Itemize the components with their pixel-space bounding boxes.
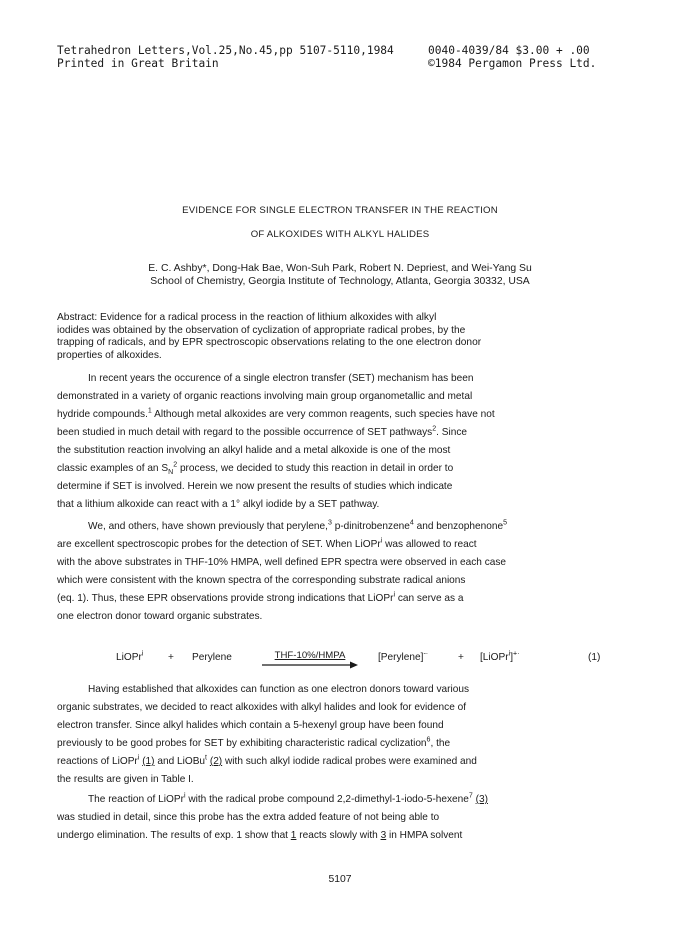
text-line: previously to be good probes for SET by exhibiting characteristic radical cyclization$^6$, the — [57, 736, 451, 749]
abstract — [57, 312, 627, 362]
paragraph-1 — [57, 370, 629, 514]
author-affiliation: School of Chemistry, Georgia Institute of Technology, Atlanta, Georgia 30332, USA — [150, 276, 530, 287]
arrow-icon — [262, 661, 358, 669]
equation-plus-1: + — [168, 652, 174, 663]
article-title-line-2: OF ALKOXIDES WITH ALKYL HALIDES — [250, 229, 430, 240]
printed-location: Printed in Great Britain — [57, 57, 219, 70]
reaction-arrow — [262, 650, 358, 669]
text-line: classic examples of an $S_N^2$ process, we decided to study this reaction in detail in order to — [57, 461, 454, 477]
citation-marker: 2 — [432, 425, 437, 433]
text-line: determine if SET is involved. Herein we now present the results of studies which indicate — [57, 481, 453, 492]
text-line: the substitution reaction involving an alkyl halide and a metal alkoxide is one of the most — [57, 445, 451, 456]
text-line: are excellent spectroscopic probes for the detection of SET. When LiOPr$^i$ was allowed to react — [57, 537, 477, 550]
compound-ref: (1) — [142, 756, 155, 767]
text-line: was studied in detail, since this probe has the extra added feature of not being able to — [57, 812, 440, 823]
text-line: hydride compounds.$^1$ Although metal alkoxides are very common reagents, such species have not — [57, 407, 495, 420]
citation-marker: 5 — [503, 519, 508, 527]
abstract-line: trapping of radicals, and by EPR spectroscopic observations relating to the one electron donor — [57, 337, 482, 348]
article-title-line-1: EVIDENCE FOR SINGLE ELECTRON TRANSFER IN THE REACTION — [182, 205, 498, 216]
text-line: demonstrated in a variety of organic reactions involving main group organometallic and metal — [57, 391, 473, 402]
citation-marker: 6 — [426, 736, 431, 744]
equation-product-2: [LiOPr$^i$]+· — [480, 650, 520, 663]
text-line: electron transfer. Since alkyl halides which contain a 5-hexenyl group have been found — [57, 720, 444, 731]
paragraph-4 — [57, 791, 629, 845]
citation-marker: 4 — [409, 519, 414, 527]
equation-plus-2: + — [458, 652, 464, 663]
page-number: 5107 — [328, 874, 352, 885]
compound-ref: 3 — [380, 830, 387, 841]
paragraph-2 — [57, 518, 629, 626]
text-line: reactions of LiOPr$^i$ (1) and LiOBu$^t$ (2) with such alkyl iodide radical probes were examined and — [57, 754, 477, 767]
text-line: undergo elimination. The results of exp. 1 show that 1 reacts slowly with 3 in HMPA solvent — [57, 830, 463, 841]
text-line: with the above substrates in THF-10% HMPA, well defined EPR spectra were observed in each case — [57, 557, 507, 568]
equation-reactant-2: Perylene — [192, 652, 232, 663]
text-line: the results are given in Table I. — [57, 774, 194, 785]
text-line: We, and others, have shown previously that perylene,$^3$ p-dinitrobenzene$^4$ and benzophenone$^5$ — [88, 519, 508, 532]
paragraph-3 — [57, 681, 629, 789]
text-line: Having established that alkoxides can function as one electron donors toward various — [88, 684, 469, 695]
article-code: 0040-4039/84 $3.00 + .00 — [428, 44, 590, 57]
equation-product-1: [Perylene]-· — [378, 650, 429, 663]
citation-marker: 1 — [147, 407, 152, 415]
abstract-line: properties of alkoxides. — [57, 349, 162, 361]
citation-marker: 7 — [468, 792, 473, 800]
text-line: which were consistent with the known spectra of the corresponding substrate radical anions — [57, 575, 466, 586]
text-line: In recent years the occurence of a single electron transfer (SET) mechanism has been — [88, 373, 474, 384]
compound-ref: (2) — [209, 756, 223, 767]
text-line: one electron donor toward organic substrates. — [57, 611, 263, 622]
journal-header-left — [57, 44, 394, 70]
compound-ref: (3) — [475, 794, 488, 805]
text-line: (eq. 1). Thus, these EPR observations provide strong indications that LiOPr$^i$ can serve as a — [57, 591, 464, 604]
abstract-line: Abstract: Evidence for a radical process in the reaction of lithium alkoxides with alkyl — [57, 312, 437, 323]
text-line: been studied in much detail with regard to the possible occurrence of SET pathways$^2$. Since — [57, 425, 467, 438]
citation-marker: 3 — [327, 519, 332, 527]
copyright-notice: ©1984 Pergamon Press Ltd. — [428, 57, 597, 70]
text-line: organic substrates, we decided to react alkoxides with alkyl halides and look for evidence of — [57, 702, 467, 713]
journal-header-right — [428, 44, 596, 70]
reaction-conditions: THF-10%/HMPA — [274, 650, 346, 661]
text-line: The reaction of LiOPr$^i$ with the radical probe compound 2,2-dimethyl-1-iodo-5-hexene$^7$ (3) — [88, 792, 488, 805]
equation-number: (1) — [588, 652, 601, 663]
author-list: E. C. Ashby*, Dong-Hak Bae, Won-Suh Park, Robert N. Depriest, and Wei-Yang Su — [148, 263, 532, 274]
equation-reactant-1: LiOPr$^i$ — [116, 650, 144, 663]
text-line: that a lithium alkoxide can react with a 1° alkyl iodide by a SET pathway. — [57, 499, 380, 510]
journal-citation: Tetrahedron Letters,Vol.25,No.45,pp 5107-5110,1984 — [57, 44, 394, 57]
abstract-line: iodides was obtained by the observation of cyclization of appropriate radical probes, by the — [57, 324, 466, 336]
compound-ref: 1 — [290, 830, 297, 841]
